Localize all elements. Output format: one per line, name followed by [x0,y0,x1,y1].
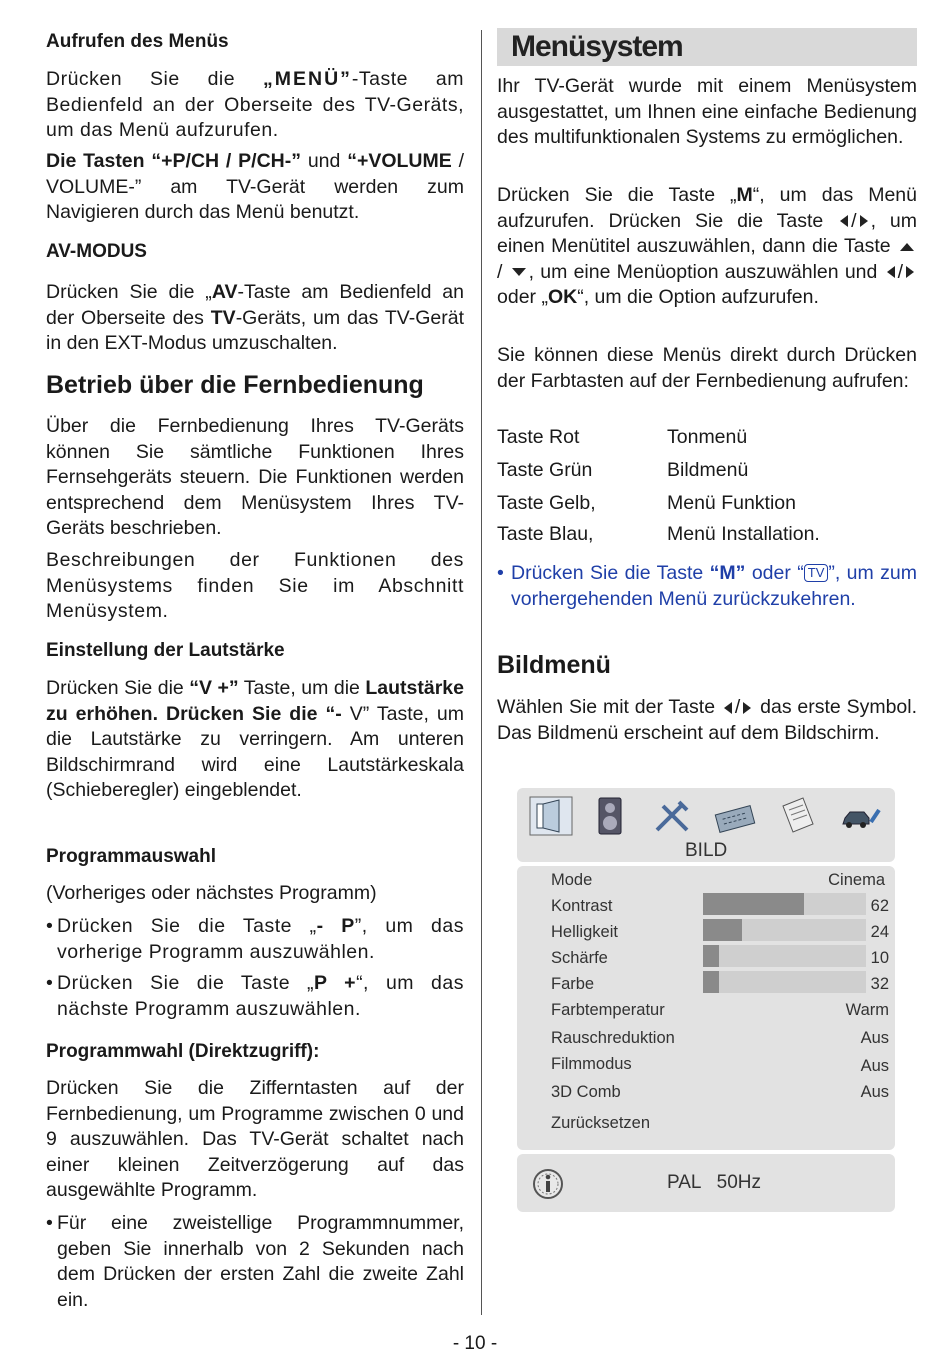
left-arrow-icon [840,215,848,227]
osd-row-label: Kontrast [551,897,613,915]
section-banner [497,28,917,66]
heading-remote: Betrieb über die Fernbedienung [46,371,424,399]
bullet-two-digit: • Für eine zweistellige Programmnummer, geben Sie innerhalb von 2 Sekunden nach dem Drücken der ersten Zahl die zweite Zahl ein. [46,1212,464,1311]
right-arrow-icon [906,266,914,278]
osd-row-value: 24 [870,923,889,941]
paragraph-remote: Über die Fernbedienung Ihres TV-Geräts können Sie sämtliche Funktionen Ihres Fernsehgeräts steuern. Die Funktionen werden entsprechend dem Menüsystem Ihres TV-Geräts beschrieben. [46,415,464,539]
heading-direktzugriff: Programmwahl (Direktzugriff): [46,1041,320,1062]
column-divider [481,30,482,1315]
left-arrow-icon [887,266,895,278]
osd-row-label: Farbe [551,975,595,993]
page-number: - 10 - [452,1333,498,1354]
paragraph-menu-navigation: Drücken Sie die Taste „M“, um das Menü aufzurufen. Drücken Sie die Taste / , um einen Menütitel auszuwählen, dann die Taste / , um eine Menüoption auszuwählen und / oder „OK“, um die Option aufzurufen. [497,184,917,308]
speaker-icon[interactable] [589,796,633,836]
paragraph-menu-desc: Beschreibungen der Funktionen des Menüsystems finden Sie im Abschnitt Menüsystem. [46,549,464,622]
paragraph-bildmenu: Wählen Sie mit der Taste / das erste Symbol. Das Bildmenü erscheint auf dem Bildschirm. [497,696,918,744]
key-row: Taste Grün Bildmenü [497,459,749,481]
tv-key-icon: TV [804,564,829,582]
key-row: Taste Gelb, Menü Funktion [497,492,796,514]
picture-icon[interactable] [529,796,573,836]
helligkeit-slider[interactable] [703,919,866,941]
osd-row-value: 62 [870,897,889,915]
heading-volume: Einstellung der Lautstärke [46,640,285,661]
paragraph-volume: Drücken Sie die “V +” Taste, um die Lautstärke zu erhöhen. Drücken Sie die “- V” Taste, um die Lautstärke zu verringern. Am unteren Bildschirmrand wird eine Lautstärkeskala (Schieberegler) eingeblendet. [46,677,465,801]
left-arrow-icon [724,702,732,714]
bullet-next-program: • Drücken Sie die Taste „P +“, um das nächste Programm auszuwählen. [46,972,464,1020]
paragraph-av: Drücken Sie die „AV-Taste am Bedienfeld an der Oberseite des TV-Geräts, um das TV-Gerät in den EXT-Modus umzuschalten. [46,281,464,354]
car-icon[interactable] [839,796,883,836]
osd-row-value[interactable]: Aus [860,1029,889,1047]
osd-row-label: Helligkeit [551,923,618,941]
osd-row-value[interactable]: Aus [860,1083,889,1101]
down-arrow-icon [512,268,526,276]
right-arrow-icon [860,215,868,227]
key-row: Taste Blau, Menü Installation. [497,523,820,545]
osd-row-value[interactable]: Cinema [828,871,885,889]
tools-icon[interactable] [651,796,695,836]
osd-row-value: 32 [870,975,889,993]
kontrast-slider[interactable] [703,893,866,915]
paragraph-prog-sub: (Vorheriges oder nächstes Programm) [46,882,377,904]
osd-row-label: Mode [551,871,593,889]
osd-settings-panel [517,866,895,1150]
signal-info: PAL 50Hz [667,1172,761,1193]
osd-info-bar [517,1154,895,1212]
osd-row-value[interactable]: Aus [860,1057,889,1075]
heading-programmauswahl: Programmauswahl [46,846,216,867]
paragraph-color-keys: Sie können diese Menüs direkt durch Drücken der Farbtasten auf der Fernbedienung aufrufen: [497,344,917,392]
paragraph-menusystem: Ihr TV-Gerät wurde mit einem Menüsystem ausgestattet, um Ihnen eine einfache Bedienung des multifunktionalen Systems zu ermöglichen. [497,75,917,148]
banner-title: Menüsystem [511,30,683,63]
farbe-slider[interactable] [703,971,866,993]
schaerfe-slider[interactable] [703,945,866,967]
osd-row-value: 10 [870,949,889,967]
osd-icon-bar [517,788,895,862]
heading-bildmenu: Bildmenü [497,651,611,679]
keyboard-icon[interactable] [713,796,757,836]
document-icon[interactable] [775,796,819,836]
bullet-back: • Drücken Sie die Taste “M” oder “ TV ”, um zum vorhergehenden Menü zurückzukehren. [497,562,918,610]
paragraph-direct: Drücken Sie die Zifferntasten auf der Fernbedienung, um Programme zwischen 0 und 9 auszuwählen. Das TV-Gerät schaltet nach einer kleinen Zeitverzögerung auf das ausgewählte Programm. [46,1077,464,1201]
info-icon [531,1167,565,1201]
osd-row-label: Schärfe [551,949,608,967]
bullet-prev-program: • Drücken Sie die Taste „- P”, um das vorherige Programm auszuwählen. [46,915,464,963]
osd-reset-item[interactable]: Zurücksetzen [551,1114,651,1132]
paragraph-menu-key: Drücken Sie die „MENÜ”-Taste am Bedienfeld an der Oberseite des TV-Geräts, um das Menü aufzurufen. [46,68,465,141]
paragraph-navigation-keys: Die Tasten “+P/CH / P/CH-” und “+VOLUME / VOLUME-” am TV-Gerät werden zum Navigieren durch das Menü benutzt. [46,150,465,223]
osd-row-label: Filmmodus [551,1055,632,1073]
osd-row-label: Farbtemperatur [551,1001,665,1019]
heading-aufrufen: Aufrufen des Menüs [46,31,229,52]
right-arrow-icon [743,702,751,714]
osd-row-label: 3D Comb [551,1083,621,1101]
osd-row-value[interactable]: Warm [845,1001,889,1019]
key-row: Taste Rot Tonmenü [497,426,748,448]
osd-title: BILD [685,840,728,861]
osd-row-label: Rauschreduktion [551,1029,675,1047]
heading-av-modus: AV-MODUS [46,241,147,262]
up-arrow-icon [900,243,914,251]
